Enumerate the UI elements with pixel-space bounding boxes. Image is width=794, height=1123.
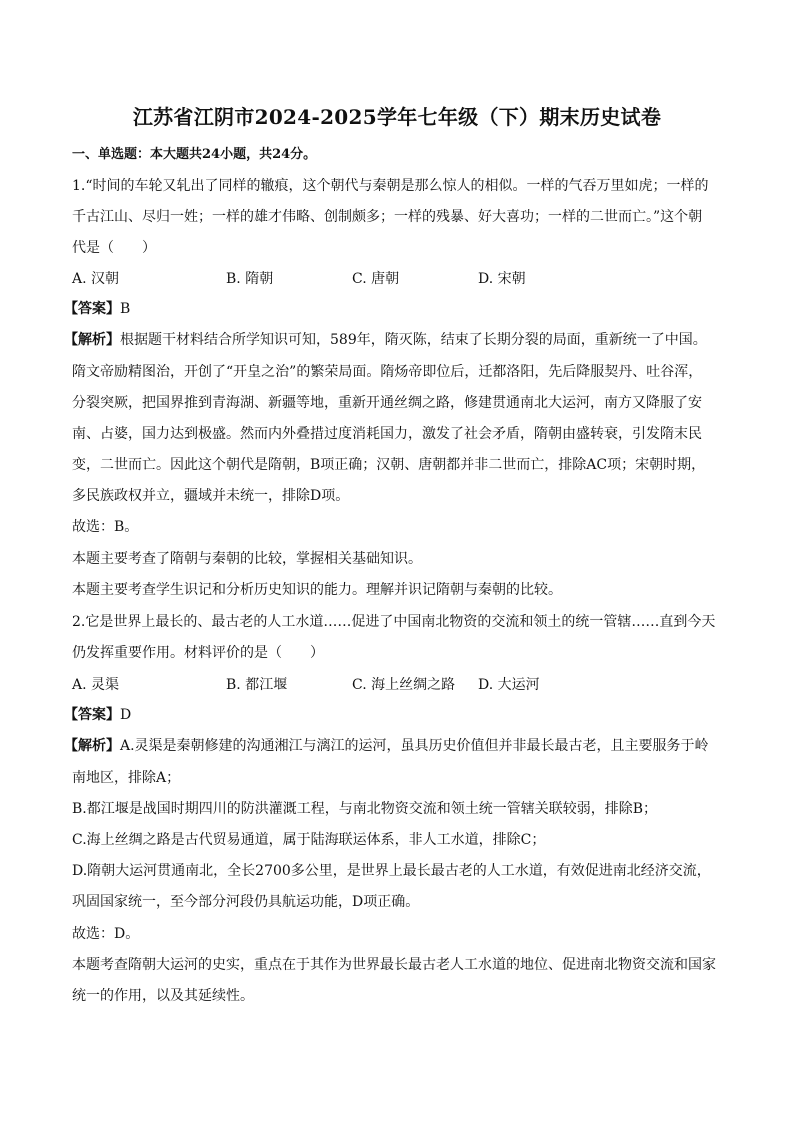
q1-option-c: C. 唐朝 [352,271,400,287]
q2-stem-line: 2.它是世界上最长的、最古老的人工水道……促进了中国南北物资的交流和领土的统一管辖……直到今天 [72,614,716,630]
q2-stem-line: 仍发挥重要作用。材料评价的是（ ） [72,645,324,661]
q2-analysis-line: D.隋朝大运河贯通南北，全长2700多公里，是世界上最长最古老的人工水道，有效促进南北经济交流， [72,863,711,879]
q1-option-b: B. 隋朝 [226,271,274,287]
q2-option-d: D. 大运河 [478,677,540,693]
q2-note: 统一的作用，以及其延续性。 [72,988,254,1004]
q1-analysis-line: 分裂突厥，把国界推到青海湖、新疆等地，重新开通丝绸之路，修建贯通南北大运河，南方又降服了安 [72,395,702,411]
q1-note: 本题主要考查学生识记和分析历史知识的能力。理解并识记隋朝与秦朝的比较。 [72,582,562,598]
analysis-tag: 【解析】 [64,738,120,754]
answer-tag: 【答案】 [64,707,120,723]
q2-analysis-first [64,736,732,756]
q1-stem-line: 代是（ ） [72,240,156,256]
q1-stem-line: 1.“时间的车轮又轧出了同样的辙痕，这个朝代与秦朝是那么惊人的相似。一样的气吞万里如虎；一样的 [72,178,709,194]
section-heading: 一、单选题：本大题共24小题，共24分。 [72,147,317,162]
q1-conclusion: 故选：B。 [72,519,139,535]
answer-value: D [120,707,132,723]
answer-tag: 【答案】 [64,301,120,317]
q1-analysis-first [64,330,732,350]
answer-value: B [120,301,131,317]
q2-option-a: A. 灵渠 [72,677,120,693]
analysis-text: 根据题干材料结合所学知识可知，589年，隋灭陈，结束了长期分裂的局面，重新统一了中国。 [120,332,707,348]
q2-analysis-line: C.海上丝绸之路是古代贸易通道，属于陆海联运体系，非人工水道，排除C； [72,832,546,848]
q2-answer [64,705,724,725]
q2-option-c: C. 海上丝绸之路 [352,677,456,693]
exam-title: 江苏省江阴市2024-2025学年七年级（下）期末历史试卷 [132,105,662,129]
analysis-tag: 【解析】 [64,332,120,348]
q2-conclusion: 故选：D。 [72,926,140,942]
q1-analysis-line: 多民族政权并立，疆域并未统一，排除D项。 [72,488,350,504]
q1-option-d: D. 宋朝 [478,271,526,287]
q2-analysis-line: B.都江堰是战国时期四川的防洪灌溉工程，与南北物资交流和领土统一管辖关联较弱，排除B； [72,801,658,817]
q1-option-a: A. 汉朝 [72,271,120,287]
q1-note: 本题主要考查了隋朝与秦朝的比较，掌握相关基础知识。 [72,551,422,567]
analysis-text: A.灵渠是秦朝修建的沟通湘江与漓江的运河，虽具历史价值但并非最长最古老，且主要服务于岭 [120,738,709,754]
q2-analysis-line: 南地区，排除A； [72,770,181,786]
q1-answer [64,299,724,319]
q1-analysis-line: 变，二世而亡。因此这个朝代是隋朝，B项正确；汉朝、唐朝都并非二世而亡，排除AC项；宋朝时期， [72,457,706,473]
q2-analysis-line: 巩固国家统一，至今部分河段仍具航运功能，D项正确。 [72,894,420,910]
q1-analysis-line: 隋文帝励精图治，开创了“开皇之治”的繁荣局面。隋炀帝即位后，迁都洛阳，先后降服契丹、吐谷浑， [72,364,703,380]
q1-stem-line: 千古江山、尽归一姓；一样的雄才伟略、创制颇多；一样的残暴、好大喜功；一样的二世而亡。”这个朝 [72,209,703,225]
q2-option-b: B. 都江堰 [226,677,288,693]
q1-analysis-line: 南、占婆，国力达到极盛。然而内外叠措过度消耗国力，激发了社会矛盾，隋朝由盛转衰，引发隋末民 [72,426,702,442]
q2-note: 本题考查隋朝大运河的史实，重点在于其作为世界最长最古老人工水道的地位、促进南北物资交流和国家 [72,957,716,973]
